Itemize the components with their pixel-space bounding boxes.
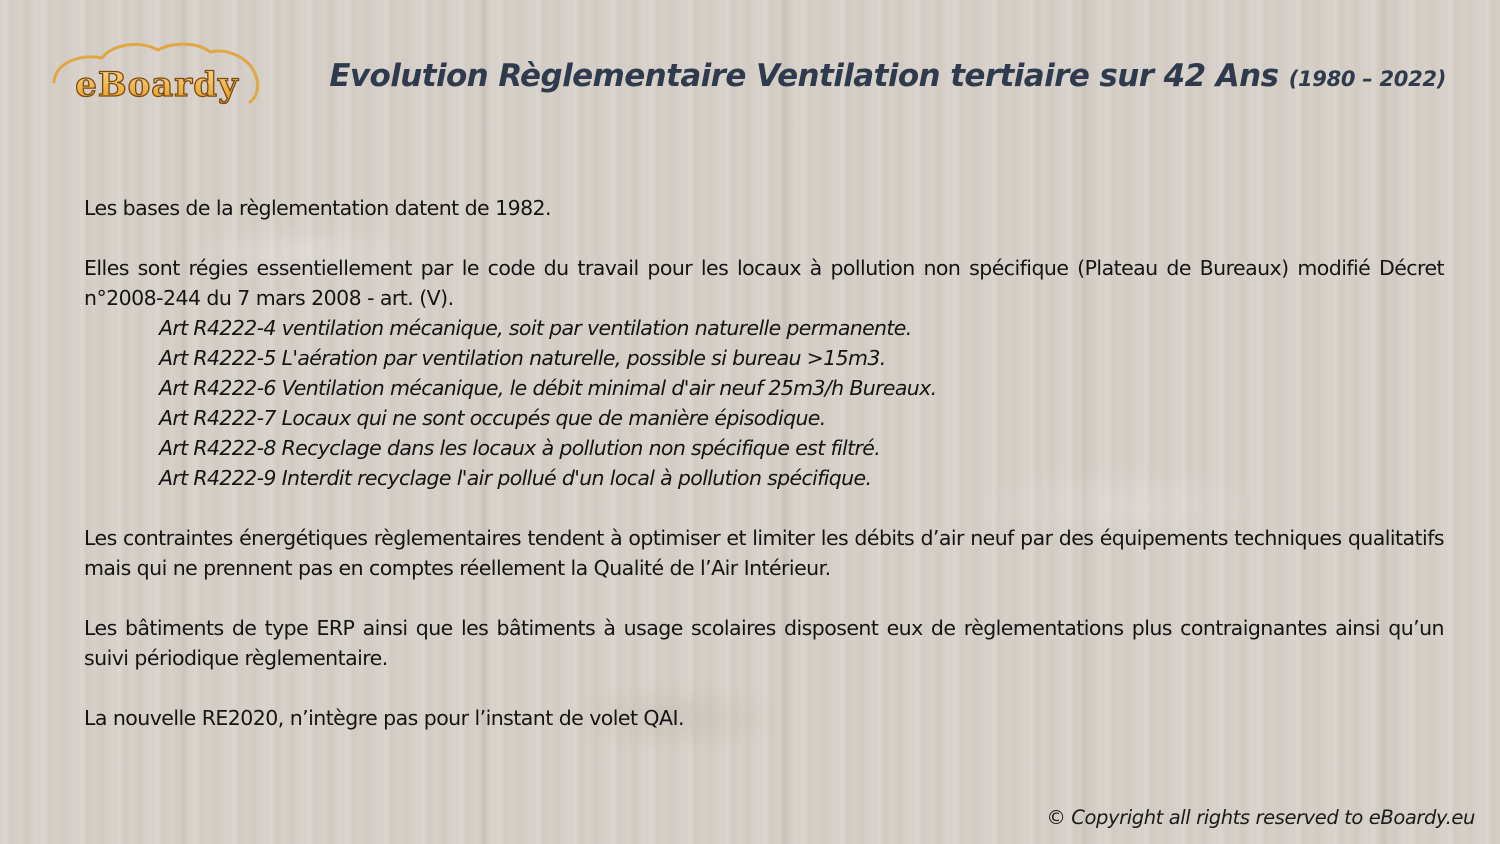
- article-item: Art R4222-9 Interdit recyclage l'air pollué d'un local à pollution spécifique.: [159, 466, 872, 490]
- spacer: [84, 583, 1444, 613]
- title-years: (1980 – 2022): [1288, 67, 1446, 91]
- title-main: Evolution Règlementaire Ventilation tertiaire sur 42 Ans: [329, 58, 1279, 94]
- article-item: Art R4222-4 ventilation mécanique, soit par ventilation naturelle permanente.: [159, 316, 912, 340]
- paragraph-contraintes: Les contraintes énergétiques règlementaires tendent à optimiser et limiter les débits d’air neuf par des équipements techniques qualitatifs mais qui ne prennent pas en comptes réellement la Qualité de l’Air Intérieur.: [84, 526, 1444, 580]
- spacer: [84, 673, 1444, 703]
- logo-text: eBoardy: [75, 65, 239, 105]
- paragraph-bases: Les bases de la règlementation datent de 1982.: [84, 196, 552, 220]
- paragraph-erp: Les bâtiments de type ERP ainsi que les bâtiments à usage scolaires disposent eux de règlementations plus contraignantes ainsi qu’un suivi périodique règlementaire.: [84, 616, 1444, 670]
- spacer: [84, 223, 1444, 253]
- eboardy-logo: [50, 36, 264, 118]
- article-item: Art R4222-8 Recyclage dans les locaux à pollution non spécifique est filtré.: [159, 436, 881, 460]
- article-item: Art R4222-7 Locaux qui ne sont occupés que de manière épisodique.: [159, 406, 826, 430]
- copyright-notice: © Copyright all rights reserved to eBoardy.eu: [1046, 806, 1475, 829]
- paragraph-code-travail: Elles sont régies essentiellement par le code du travail pour les locaux à pollution non spécifique (Plateau de Bureaux) modifié Décret n°2008-244 du 7 mars 2008 - art. (V).: [84, 256, 1444, 310]
- article-item: Art R4222-5 L'aération par ventilation naturelle, possible si bureau >15m3.: [159, 346, 886, 370]
- article-item: Art R4222-6 Ventilation mécanique, le débit minimal d'air neuf 25m3/h Bureaux.: [159, 376, 937, 400]
- paragraph-re2020: La nouvelle RE2020, n’intègre pas pour l’instant de volet QAI.: [84, 706, 684, 730]
- slide-body: [84, 193, 1444, 733]
- article-list: [84, 313, 1444, 493]
- spacer: [84, 493, 1444, 523]
- page-title: [300, 58, 1446, 94]
